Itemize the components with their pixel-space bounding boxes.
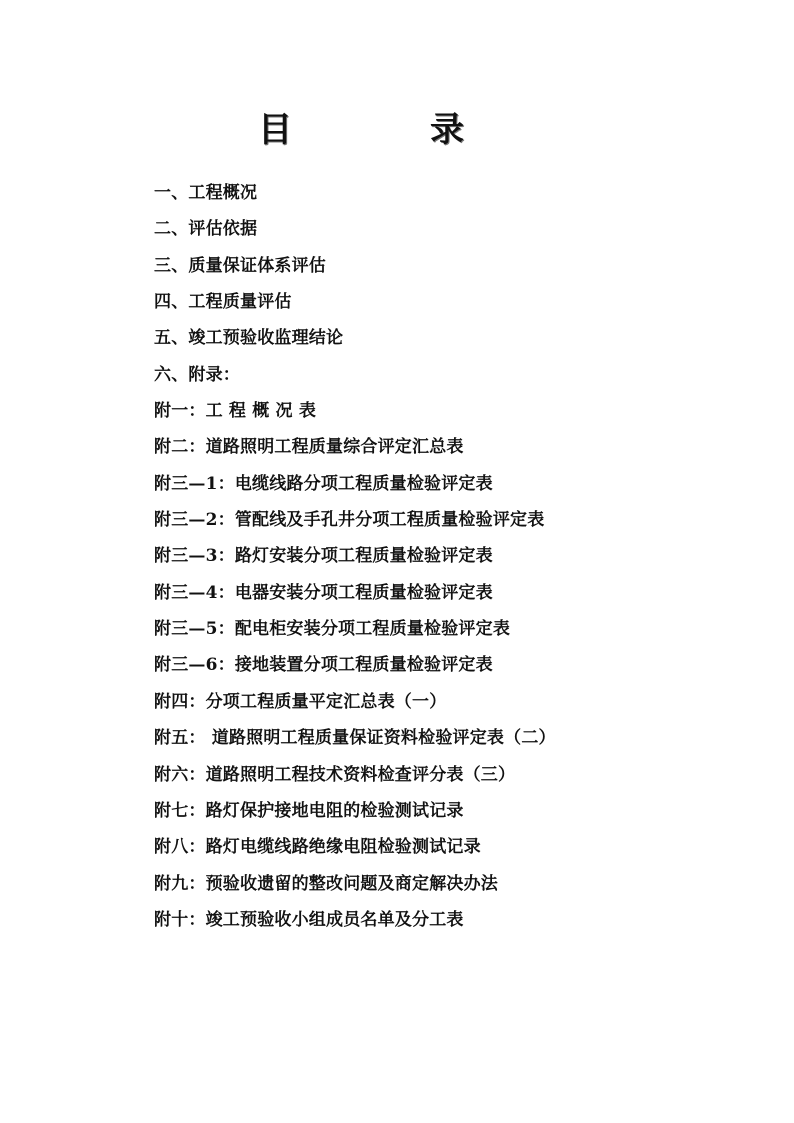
table-of-contents [154,175,556,938]
toc-item: 五、竣工预验收监理结论 [154,328,344,349]
toc-item: 附二：道路照明工程质量综合评定汇总表 [154,437,464,458]
toc-item: 附三—3：路灯安装分项工程质量检验评定表 [154,546,493,567]
toc-item: 附三—1：电缆线路分项工程质量检验评定表 [154,473,493,494]
title-char-2: 录 [430,110,464,150]
toc-item: 附四：分项工程质量平定汇总表（一） [154,691,447,712]
toc-item: 附三—5：配电柜安装分项工程质量检验评定表 [154,619,511,640]
toc-item: 附三—6：接地装置分项工程质量检验评定表 [154,655,493,676]
toc-item: 三、质量保证体系评估 [154,255,326,276]
toc-item: 附六：道路照明工程技术资料检查评分表（三） [154,764,516,785]
toc-item: 附三—4：电器安装分项工程质量检验评定表 [154,582,493,603]
title-char-1: 目 [258,110,292,150]
toc-item: 四、工程质量评估 [154,292,292,313]
toc-item: 附七：路灯保护接地电阻的检验测试记录 [154,800,464,821]
toc-item: 附九：预验收遗留的整改问题及商定解决办法 [154,873,498,894]
toc-item: 附五： 道路照明工程质量保证资料检验评定表（二） [154,728,556,749]
toc-item: 六、附录： [154,364,240,385]
toc-item: 二、评估依据 [154,219,258,240]
toc-item: 附三—2：管配线及手孔井分项工程质量检验评定表 [154,510,545,531]
toc-item: 一、工程概况 [154,183,258,203]
toc-item: 附一：工 程 概 况 表 [154,401,317,422]
toc-item: 附十：竣工预验收小组成员名单及分工表 [154,909,464,930]
toc-item: 附八：路灯电缆线路绝缘电阻检验测试记录 [154,837,481,858]
page-title [0,108,794,152]
